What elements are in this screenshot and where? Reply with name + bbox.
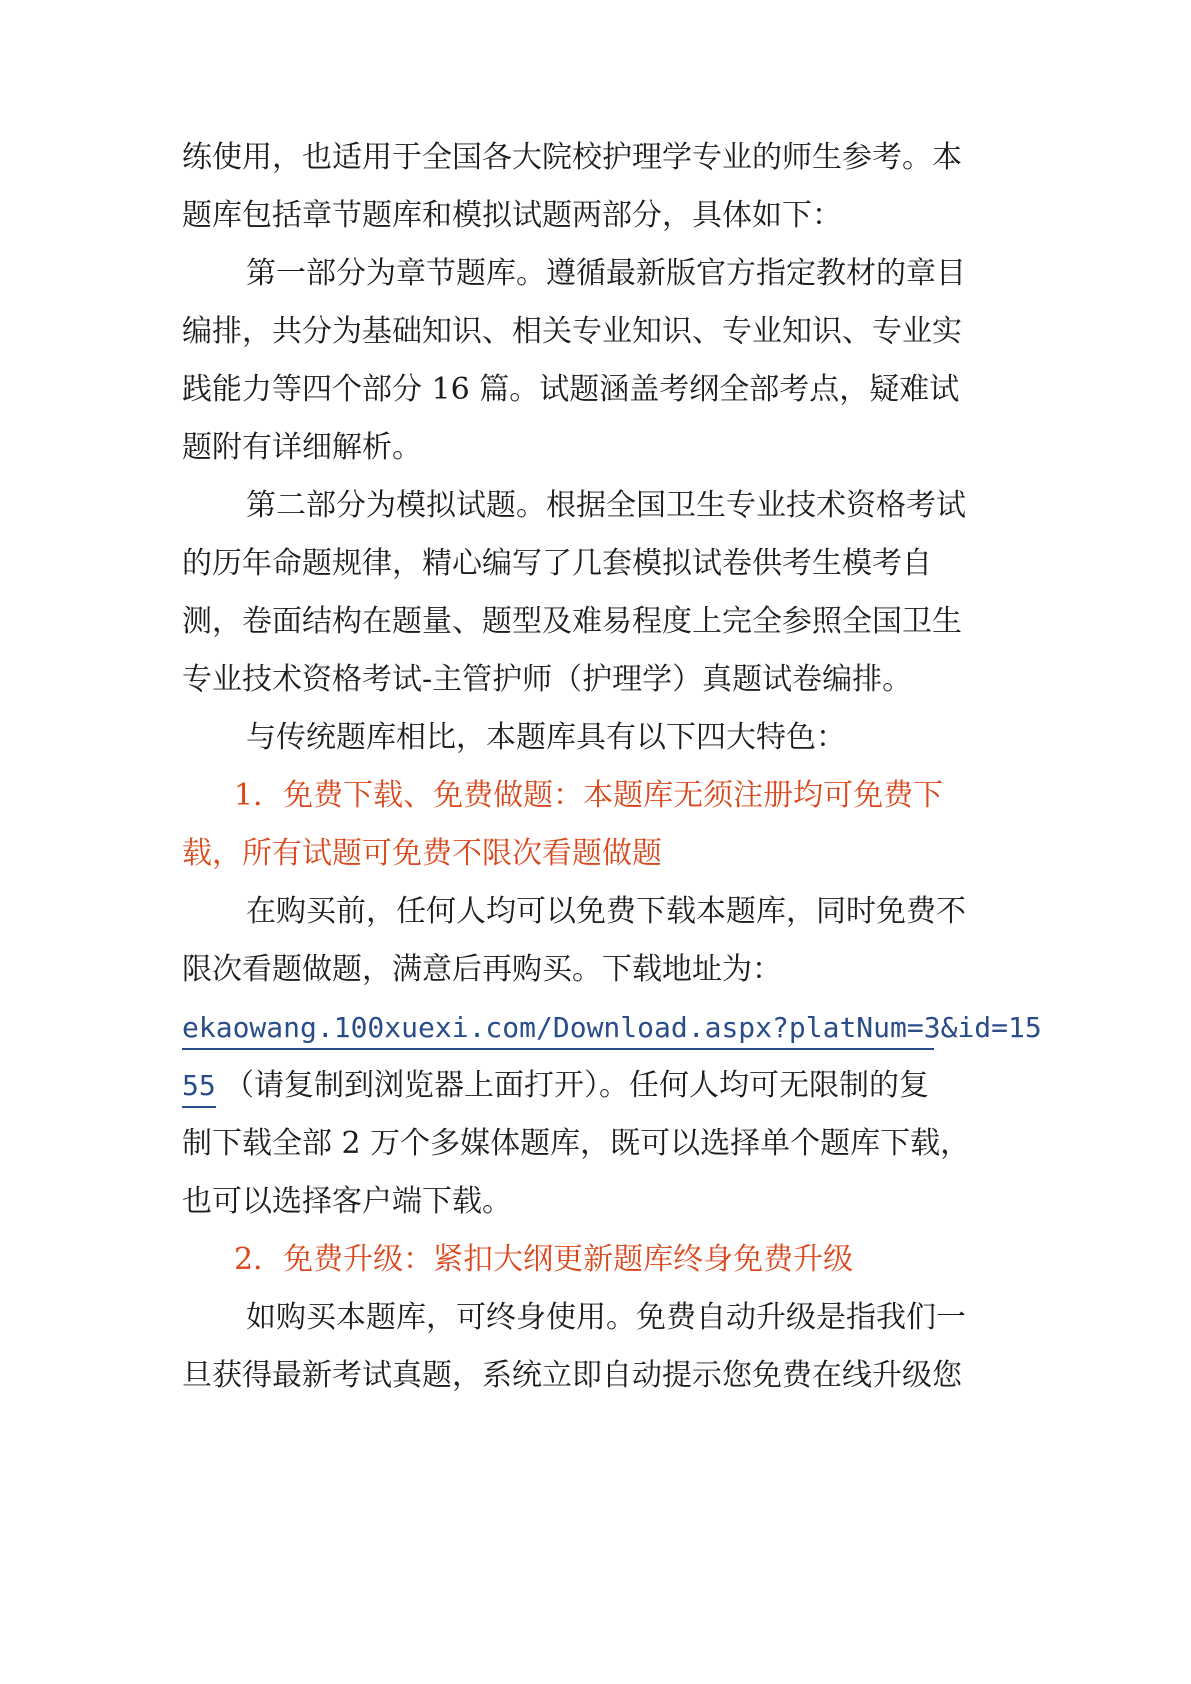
feature-1-heading-line-1: 1．免费下载、免费做题：本题库无须注册均可免费下 <box>234 778 944 813</box>
para-download-line-5: 也可以选择客户端下载。 <box>182 1184 512 1219</box>
para-upgrade-line-1: 如购买本题库，可终身使用。免费自动升级是指我们一 <box>246 1300 966 1335</box>
para-upgrade-line-2: 旦获得最新考试真题，系统立即自动提示您免费在线升级您 <box>182 1358 962 1393</box>
para-part1-line-3: 践能力等四个部分 16 篇。试题涵盖考纲全部考点，疑难试 <box>182 372 960 407</box>
download-link-underline-2 <box>182 1106 216 1108</box>
feature-1-heading-line-2: 载，所有试题可免费不限次看题做题 <box>182 836 662 871</box>
para-part1-line-2: 编排，共分为基础知识、相关专业知识、专业知识、专业实 <box>182 314 962 349</box>
para-download-line-1: 在购买前，任何人均可以免费下载本题库，同时免费不 <box>246 894 966 929</box>
para-intro-line-2: 题库包括章节题库和模拟试题两部分，具体如下： <box>182 198 842 233</box>
para-features-intro: 与传统题库相比，本题库具有以下四大特色： <box>246 720 846 755</box>
para-part2-line-3: 测，卷面结构在题量、题型及难易程度上完全参照全国卫生 <box>182 604 962 639</box>
download-link-underline-1 <box>182 1048 934 1050</box>
para-download-line-3: （请复制到浏览器上面打开）。任何人均可无限制的复 <box>224 1068 929 1103</box>
para-part1-line-1: 第一部分为章节题库。遵循最新版官方指定教材的章目 <box>246 256 966 291</box>
para-part1-line-4: 题附有详细解析。 <box>182 430 422 465</box>
feature-2-heading: 2．免费升级：紧扣大纲更新题库终身免费升级 <box>234 1242 854 1277</box>
para-intro-line-1: 练使用，也适用于全国各大院校护理学专业的师生参考。本 <box>182 140 962 175</box>
download-link-line-1[interactable]: ekaowang.100xuexi.com/Download.aspx?platNum=3&id=15 <box>182 1011 1042 1044</box>
para-part2-line-2: 的历年命题规律，精心编写了几套模拟试卷供考生模考自 <box>182 546 932 581</box>
para-part2-line-1: 第二部分为模拟试题。根据全国卫生专业技术资格考试 <box>246 488 966 523</box>
para-part2-line-4: 专业技术资格考试-主管护师（护理学）真题试卷编排。 <box>182 662 913 697</box>
para-download-line-4: 制下载全部 2 万个多媒体题库，既可以选择单个题库下载， <box>182 1126 971 1161</box>
para-download-line-2: 限次看题做题，满意后再购买。下载地址为： <box>182 952 782 987</box>
download-link-line-2[interactable]: 55 <box>182 1069 216 1102</box>
